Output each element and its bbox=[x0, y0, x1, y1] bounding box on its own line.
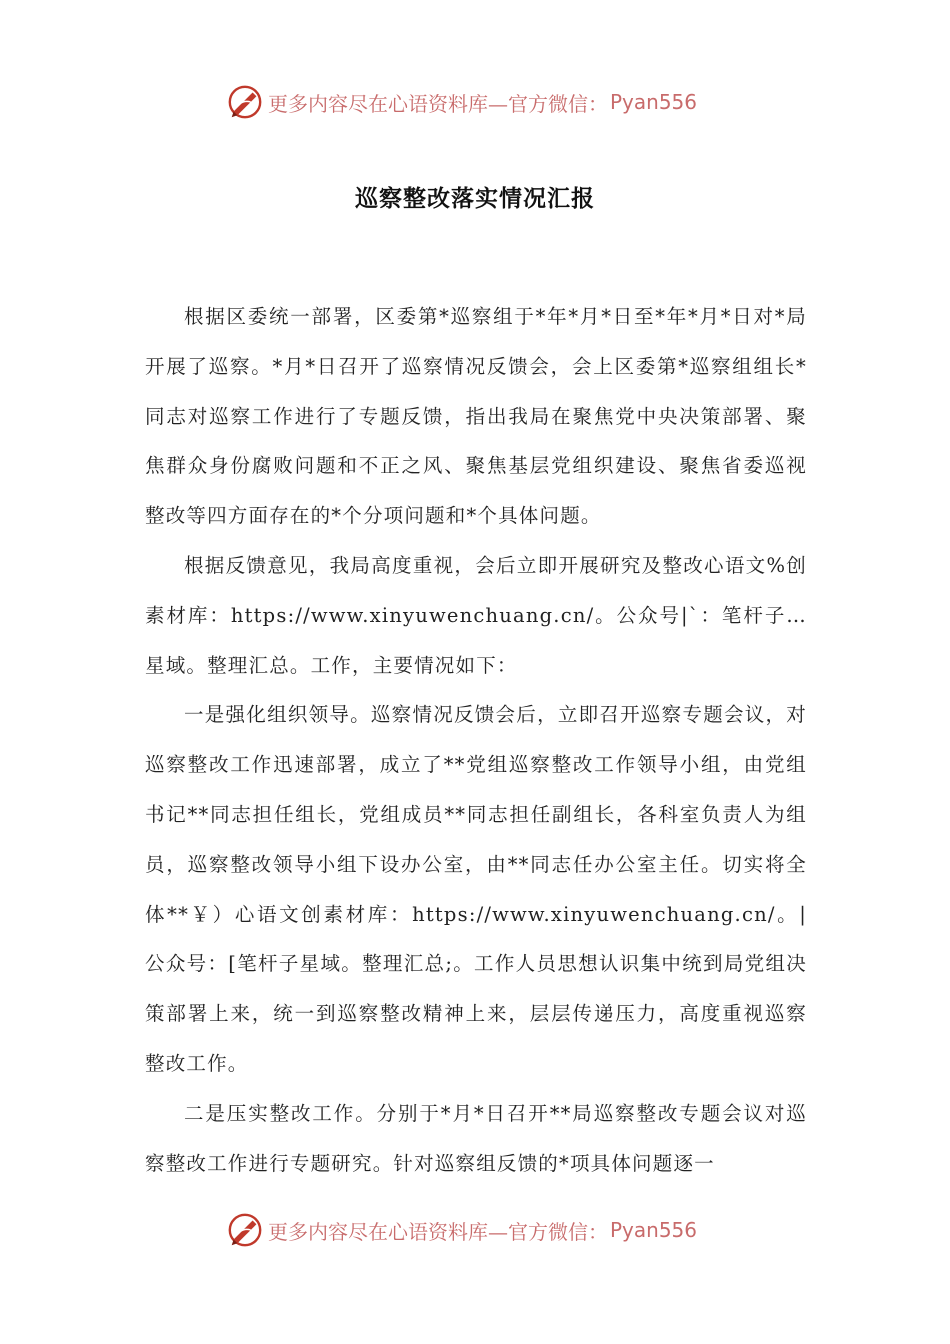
banner-text: 更多内容尽在心语资料库—官方微信： bbox=[268, 1219, 608, 1244]
banner-handle: Pyan556 bbox=[610, 1218, 698, 1242]
paragraph: 二是压实整改工作。分别于*月*日召开**局巡察整改专题会议对巡察整改工作进行专题研究。针对巡察组反馈的*项具体问题逐一 bbox=[145, 1101, 807, 1175]
banner-handle: Pyan556 bbox=[610, 90, 698, 114]
footer-watermark-banner bbox=[226, 1208, 746, 1252]
paragraph: 一是强化组织领导。巡察情况反馈会后，立即召开巡察专题会议，对巡察整改工作迅速部署，成立了**党组巡察整改工作领导小组，由党组书记**同志担任组长，党组成员**同志担任副组长，各科室负责人为组员，巡察整改领导小组下设办公室，由**同志任办公室主任。切实将全体**￥）心语文创素材库：https://www.xinyuwenchuang.cn/。|公众号：[笔杆子星域。整理汇总;。工作人员思想认识集中统到局党组决策部署上来，统一到巡察整改精神上来，层层传递压力，高度重视巡察整改工作。 bbox=[145, 703, 807, 1075]
paragraph: 根据区委统一部署，区委第*巡察组于*年*月*日至*年*月*日对*局开展了巡察。*月*日召开了巡察情况反馈会，会上区委第*巡察组组长*同志对巡察工作进行了专题反馈，指出我局在聚焦党中央决策部署、聚焦群众身份腐败问题和不正之风、聚焦基层党组织建设、聚焦省委巡视整改等四方面存在的*个分项问题和*个具体问题。 bbox=[145, 305, 807, 528]
pen-logo-icon bbox=[226, 83, 264, 121]
document-title: 巡察整改落实情况汇报 bbox=[355, 185, 595, 212]
document-body bbox=[145, 292, 807, 1188]
banner-text: 更多内容尽在心语资料库—官方微信： bbox=[268, 91, 608, 116]
pen-logo-icon bbox=[226, 1211, 264, 1249]
header-watermark-banner bbox=[226, 80, 746, 124]
paragraph: 根据反馈意见，我局高度重视，会后立即开展研究及整改心语文%创素材库：https://www.xinyuwenchuang.cn/。公众号|`：笔杆子…星域。整理汇总。工作，主要情况如下： bbox=[145, 553, 807, 677]
